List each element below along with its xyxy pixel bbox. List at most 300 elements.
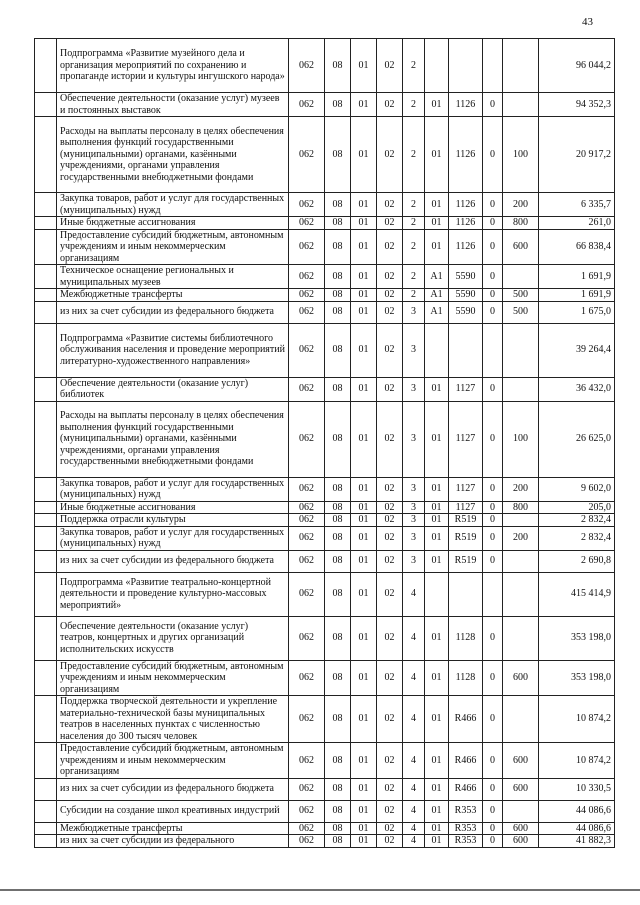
bottom-rule xyxy=(0,889,640,891)
subsection-code-cell: 01 xyxy=(351,800,377,822)
row-marker-cell xyxy=(35,377,57,401)
table-row xyxy=(35,301,615,323)
event-code-cell: 01 xyxy=(425,835,449,848)
table-row xyxy=(35,501,615,514)
ministry-code-cell: 062 xyxy=(289,822,325,835)
amount-cell: 2 832,4 xyxy=(539,514,615,527)
row-name-cell: Поддержка творческой деятельности и укрепление материально-технической базы муниципальных театров в населенных пунктах с численностью населения до 300 тысяч человек xyxy=(57,696,289,743)
row-marker-cell xyxy=(35,822,57,835)
amount-cell: 94 352,3 xyxy=(539,93,615,117)
event-code-cell: A1 xyxy=(425,289,449,302)
row-marker-cell xyxy=(35,117,57,193)
subsection-code-cell: 01 xyxy=(351,193,377,217)
table-row xyxy=(35,743,615,779)
row-name-cell: Техническое оснащение региональных и муниципальных музеев xyxy=(57,265,289,289)
row-marker-cell xyxy=(35,193,57,217)
direction-code-cell: 1126 xyxy=(449,117,483,193)
ministry-code-cell: 062 xyxy=(289,616,325,660)
ministry-code-cell: 062 xyxy=(289,289,325,302)
amount-cell: 205,0 xyxy=(539,501,615,514)
row-marker-cell xyxy=(35,301,57,323)
subprogram-code-cell: 4 xyxy=(403,616,425,660)
subprogram-code-cell: 2 xyxy=(403,265,425,289)
subsection-code-cell: 01 xyxy=(351,514,377,527)
direction-code-cell: 5590 xyxy=(449,289,483,302)
amount-cell: 2 832,4 xyxy=(539,526,615,550)
section-code-cell: 08 xyxy=(325,835,351,848)
expense-type-cell: 100 xyxy=(503,401,539,477)
direction-code-cell: R353 xyxy=(449,800,483,822)
extra-code-cell: 0 xyxy=(483,835,503,848)
row-marker-cell xyxy=(35,616,57,660)
subprogram-code-cell: 4 xyxy=(403,572,425,616)
row-name-cell: Расходы на выплаты персоналу в целях обеспечения выполнения функций государственными (муниципальными) органами, казёнными учреждениями, органами управления государственными внебюджетными фондами xyxy=(57,117,289,193)
extra-code-cell: 0 xyxy=(483,265,503,289)
direction-code-cell: 1127 xyxy=(449,477,483,501)
extra-code-cell: 0 xyxy=(483,117,503,193)
expense-type-cell: 600 xyxy=(503,660,539,696)
expense-type-cell xyxy=(503,323,539,377)
section-code-cell: 08 xyxy=(325,514,351,527)
extra-code-cell xyxy=(483,39,503,93)
table-row xyxy=(35,289,615,302)
table-row xyxy=(35,550,615,572)
row-name-cell: Субсидии на создание школ креативных индустрий xyxy=(57,800,289,822)
direction-code-cell: R466 xyxy=(449,696,483,743)
ministry-code-cell: 062 xyxy=(289,93,325,117)
extra-code-cell: 0 xyxy=(483,193,503,217)
section-code-cell: 08 xyxy=(325,501,351,514)
program-code-cell: 02 xyxy=(377,778,403,800)
table-row xyxy=(35,800,615,822)
section-code-cell: 08 xyxy=(325,117,351,193)
program-code-cell: 02 xyxy=(377,217,403,230)
section-code-cell: 08 xyxy=(325,616,351,660)
row-marker-cell xyxy=(35,401,57,477)
ministry-code-cell: 062 xyxy=(289,323,325,377)
event-code-cell: 01 xyxy=(425,93,449,117)
expense-type-cell: 800 xyxy=(503,217,539,230)
subprogram-code-cell: 3 xyxy=(403,301,425,323)
ministry-code-cell: 062 xyxy=(289,193,325,217)
row-marker-cell xyxy=(35,289,57,302)
expense-type-cell: 600 xyxy=(503,822,539,835)
subsection-code-cell: 01 xyxy=(351,778,377,800)
subsection-code-cell: 01 xyxy=(351,550,377,572)
section-code-cell: 08 xyxy=(325,377,351,401)
extra-code-cell xyxy=(483,572,503,616)
subprogram-code-cell: 2 xyxy=(403,289,425,302)
section-code-cell: 08 xyxy=(325,265,351,289)
subprogram-code-cell: 3 xyxy=(403,377,425,401)
amount-cell: 44 086,6 xyxy=(539,800,615,822)
amount-cell: 10 330,5 xyxy=(539,778,615,800)
ministry-code-cell: 062 xyxy=(289,229,325,265)
extra-code-cell: 0 xyxy=(483,822,503,835)
amount-cell: 10 874,2 xyxy=(539,696,615,743)
amount-cell: 20 917,2 xyxy=(539,117,615,193)
program-code-cell: 02 xyxy=(377,39,403,93)
expense-type-cell: 600 xyxy=(503,743,539,779)
amount-cell: 41 882,3 xyxy=(539,835,615,848)
subprogram-code-cell: 3 xyxy=(403,550,425,572)
row-marker-cell xyxy=(35,778,57,800)
program-code-cell: 02 xyxy=(377,117,403,193)
extra-code-cell: 0 xyxy=(483,526,503,550)
direction-code-cell: 5590 xyxy=(449,265,483,289)
ministry-code-cell: 062 xyxy=(289,743,325,779)
expense-type-cell xyxy=(503,93,539,117)
ministry-code-cell: 062 xyxy=(289,501,325,514)
event-code-cell: A1 xyxy=(425,301,449,323)
subsection-code-cell: 01 xyxy=(351,229,377,265)
direction-code-cell: 1127 xyxy=(449,377,483,401)
table-row xyxy=(35,377,615,401)
extra-code-cell: 0 xyxy=(483,616,503,660)
section-code-cell: 08 xyxy=(325,323,351,377)
amount-cell: 415 414,9 xyxy=(539,572,615,616)
subsection-code-cell: 01 xyxy=(351,696,377,743)
extra-code-cell: 0 xyxy=(483,778,503,800)
subsection-code-cell: 01 xyxy=(351,265,377,289)
ministry-code-cell: 062 xyxy=(289,217,325,230)
subprogram-code-cell: 3 xyxy=(403,477,425,501)
budget-table xyxy=(34,38,615,848)
expense-type-cell xyxy=(503,514,539,527)
expense-type-cell xyxy=(503,550,539,572)
table-row xyxy=(35,193,615,217)
table-row xyxy=(35,572,615,616)
section-code-cell: 08 xyxy=(325,822,351,835)
row-marker-cell xyxy=(35,835,57,848)
subprogram-code-cell: 4 xyxy=(403,660,425,696)
table-row xyxy=(35,616,615,660)
extra-code-cell: 0 xyxy=(483,800,503,822)
program-code-cell: 02 xyxy=(377,696,403,743)
row-marker-cell xyxy=(35,217,57,230)
subsection-code-cell: 01 xyxy=(351,526,377,550)
direction-code-cell: R353 xyxy=(449,835,483,848)
expense-type-cell: 200 xyxy=(503,193,539,217)
expense-type-cell xyxy=(503,800,539,822)
extra-code-cell: 0 xyxy=(483,696,503,743)
amount-cell: 1 675,0 xyxy=(539,301,615,323)
program-code-cell: 02 xyxy=(377,526,403,550)
row-marker-cell xyxy=(35,526,57,550)
ministry-code-cell: 062 xyxy=(289,800,325,822)
section-code-cell: 08 xyxy=(325,193,351,217)
event-code-cell: 01 xyxy=(425,193,449,217)
subsection-code-cell: 01 xyxy=(351,217,377,230)
program-code-cell: 02 xyxy=(377,616,403,660)
subprogram-code-cell: 2 xyxy=(403,217,425,230)
extra-code-cell xyxy=(483,323,503,377)
subsection-code-cell: 01 xyxy=(351,822,377,835)
program-code-cell: 02 xyxy=(377,289,403,302)
subprogram-code-cell: 2 xyxy=(403,93,425,117)
extra-code-cell: 0 xyxy=(483,301,503,323)
extra-code-cell: 0 xyxy=(483,93,503,117)
event-code-cell: 01 xyxy=(425,117,449,193)
expense-type-cell: 100 xyxy=(503,117,539,193)
subsection-code-cell: 01 xyxy=(351,660,377,696)
amount-cell: 10 874,2 xyxy=(539,743,615,779)
ministry-code-cell: 062 xyxy=(289,301,325,323)
row-marker-cell xyxy=(35,800,57,822)
direction-code-cell: R466 xyxy=(449,778,483,800)
program-code-cell: 02 xyxy=(377,822,403,835)
page-number: 43 xyxy=(582,16,593,28)
row-marker-cell xyxy=(35,93,57,117)
expense-type-cell: 500 xyxy=(503,289,539,302)
event-code-cell: 01 xyxy=(425,696,449,743)
ministry-code-cell: 062 xyxy=(289,514,325,527)
expense-type-cell xyxy=(503,265,539,289)
row-marker-cell xyxy=(35,550,57,572)
event-code-cell: 01 xyxy=(425,229,449,265)
program-code-cell: 02 xyxy=(377,229,403,265)
ministry-code-cell: 062 xyxy=(289,377,325,401)
subsection-code-cell: 01 xyxy=(351,323,377,377)
subprogram-code-cell: 4 xyxy=(403,743,425,779)
direction-code-cell: R353 xyxy=(449,822,483,835)
table-row xyxy=(35,323,615,377)
row-marker-cell xyxy=(35,265,57,289)
direction-code-cell: 1127 xyxy=(449,401,483,477)
direction-code-cell: 1128 xyxy=(449,660,483,696)
table-row xyxy=(35,526,615,550)
row-name-cell: из них за счет субсидии из федерального xyxy=(57,835,289,848)
event-code-cell: 01 xyxy=(425,778,449,800)
expense-type-cell xyxy=(503,616,539,660)
subprogram-code-cell: 4 xyxy=(403,822,425,835)
subprogram-code-cell: 2 xyxy=(403,117,425,193)
direction-code-cell: 1126 xyxy=(449,193,483,217)
section-code-cell: 08 xyxy=(325,477,351,501)
expense-type-cell xyxy=(503,696,539,743)
table-row xyxy=(35,477,615,501)
event-code-cell: 01 xyxy=(425,660,449,696)
direction-code-cell: R519 xyxy=(449,526,483,550)
event-code-cell xyxy=(425,39,449,93)
subsection-code-cell: 01 xyxy=(351,117,377,193)
table-row xyxy=(35,265,615,289)
ministry-code-cell: 062 xyxy=(289,835,325,848)
event-code-cell: 01 xyxy=(425,514,449,527)
row-name-cell: Межбюджетные трансферты xyxy=(57,289,289,302)
table-row xyxy=(35,93,615,117)
event-code-cell: 01 xyxy=(425,401,449,477)
section-code-cell: 08 xyxy=(325,217,351,230)
subprogram-code-cell: 3 xyxy=(403,501,425,514)
direction-code-cell xyxy=(449,39,483,93)
row-name-cell: Закупка товаров, работ и услуг для государственных (муниципальных) нужд xyxy=(57,526,289,550)
event-code-cell: 01 xyxy=(425,377,449,401)
table-row xyxy=(35,660,615,696)
subsection-code-cell: 01 xyxy=(351,289,377,302)
direction-code-cell: 1127 xyxy=(449,501,483,514)
event-code-cell xyxy=(425,572,449,616)
extra-code-cell: 0 xyxy=(483,401,503,477)
subsection-code-cell: 01 xyxy=(351,616,377,660)
amount-cell: 66 838,4 xyxy=(539,229,615,265)
extra-code-cell: 0 xyxy=(483,229,503,265)
direction-code-cell: 1126 xyxy=(449,217,483,230)
amount-cell: 96 044,2 xyxy=(539,39,615,93)
section-code-cell: 08 xyxy=(325,660,351,696)
row-marker-cell xyxy=(35,39,57,93)
program-code-cell: 02 xyxy=(377,477,403,501)
row-name-cell: Подпрограмма «Развитие музейного дела и организация мероприятий по сохранению и пропаганде истории и культуры ингушского народа» xyxy=(57,39,289,93)
event-code-cell: 01 xyxy=(425,743,449,779)
direction-code-cell: R466 xyxy=(449,743,483,779)
expense-type-cell xyxy=(503,377,539,401)
program-code-cell: 02 xyxy=(377,323,403,377)
table-row xyxy=(35,778,615,800)
program-code-cell: 02 xyxy=(377,193,403,217)
row-name-cell: Подпрограмма «Развитие системы библиотечного обслуживания населения и проведение мероприятий литературно-художественного направления» xyxy=(57,323,289,377)
subsection-code-cell: 01 xyxy=(351,401,377,477)
program-code-cell: 02 xyxy=(377,743,403,779)
program-code-cell: 02 xyxy=(377,501,403,514)
subsection-code-cell: 01 xyxy=(351,477,377,501)
subprogram-code-cell: 2 xyxy=(403,39,425,93)
subsection-code-cell: 01 xyxy=(351,301,377,323)
ministry-code-cell: 062 xyxy=(289,572,325,616)
event-code-cell: 01 xyxy=(425,501,449,514)
subprogram-code-cell: 2 xyxy=(403,193,425,217)
table-body xyxy=(35,39,615,848)
amount-cell: 1 691,9 xyxy=(539,289,615,302)
table-row xyxy=(35,229,615,265)
row-name-cell: Подпрограмма «Развитие театрально-концертной деятельности и проведение культурно-массовых мероприятий» xyxy=(57,572,289,616)
row-marker-cell xyxy=(35,501,57,514)
subsection-code-cell: 01 xyxy=(351,835,377,848)
amount-cell: 36 432,0 xyxy=(539,377,615,401)
event-code-cell xyxy=(425,323,449,377)
section-code-cell: 08 xyxy=(325,572,351,616)
section-code-cell: 08 xyxy=(325,778,351,800)
extra-code-cell: 0 xyxy=(483,217,503,230)
ministry-code-cell: 062 xyxy=(289,696,325,743)
program-code-cell: 02 xyxy=(377,514,403,527)
program-code-cell: 02 xyxy=(377,93,403,117)
row-marker-cell xyxy=(35,696,57,743)
event-code-cell: A1 xyxy=(425,265,449,289)
row-marker-cell xyxy=(35,660,57,696)
row-name-cell: Межбюджетные трансферты xyxy=(57,822,289,835)
amount-cell: 2 690,8 xyxy=(539,550,615,572)
table-row xyxy=(35,696,615,743)
subprogram-code-cell: 3 xyxy=(403,514,425,527)
event-code-cell: 01 xyxy=(425,217,449,230)
subsection-code-cell: 01 xyxy=(351,93,377,117)
subsection-code-cell: 01 xyxy=(351,743,377,779)
ministry-code-cell: 062 xyxy=(289,117,325,193)
event-code-cell: 01 xyxy=(425,822,449,835)
extra-code-cell: 0 xyxy=(483,377,503,401)
program-code-cell: 02 xyxy=(377,572,403,616)
event-code-cell: 01 xyxy=(425,550,449,572)
row-name-cell: из них за счет субсидии из федерального бюджета xyxy=(57,778,289,800)
subsection-code-cell: 01 xyxy=(351,377,377,401)
row-name-cell: Обеспечение деятельности (оказание услуг) библиотек xyxy=(57,377,289,401)
expense-type-cell xyxy=(503,572,539,616)
program-code-cell: 02 xyxy=(377,660,403,696)
row-name-cell: Иные бюджетные ассигнования xyxy=(57,217,289,230)
expense-type-cell: 600 xyxy=(503,229,539,265)
program-code-cell: 02 xyxy=(377,550,403,572)
row-marker-cell xyxy=(35,477,57,501)
ministry-code-cell: 062 xyxy=(289,401,325,477)
program-code-cell: 02 xyxy=(377,301,403,323)
event-code-cell: 01 xyxy=(425,800,449,822)
expense-type-cell: 200 xyxy=(503,477,539,501)
section-code-cell: 08 xyxy=(325,800,351,822)
table-row xyxy=(35,217,615,230)
row-marker-cell xyxy=(35,229,57,265)
table-row xyxy=(35,39,615,93)
expense-type-cell: 600 xyxy=(503,778,539,800)
amount-cell: 1 691,9 xyxy=(539,265,615,289)
program-code-cell: 02 xyxy=(377,401,403,477)
program-code-cell: 02 xyxy=(377,265,403,289)
ministry-code-cell: 062 xyxy=(289,39,325,93)
row-name-cell: Закупка товаров, работ и услуг для государственных (муниципальных) нужд xyxy=(57,193,289,217)
subsection-code-cell: 01 xyxy=(351,39,377,93)
extra-code-cell: 0 xyxy=(483,501,503,514)
section-code-cell: 08 xyxy=(325,526,351,550)
event-code-cell: 01 xyxy=(425,477,449,501)
expense-type-cell xyxy=(503,39,539,93)
amount-cell: 6 335,7 xyxy=(539,193,615,217)
subprogram-code-cell: 3 xyxy=(403,401,425,477)
row-name-cell: Предоставление субсидий бюджетным, автономным учреждениям и иным некоммерческим организациям xyxy=(57,229,289,265)
table-row xyxy=(35,514,615,527)
section-code-cell: 08 xyxy=(325,696,351,743)
direction-code-cell: R519 xyxy=(449,550,483,572)
direction-code-cell xyxy=(449,323,483,377)
row-name-cell: Предоставление субсидий бюджетным, автономным учреждениям и иным некоммерческим организациям xyxy=(57,743,289,779)
subprogram-code-cell: 4 xyxy=(403,778,425,800)
section-code-cell: 08 xyxy=(325,401,351,477)
amount-cell: 353 198,0 xyxy=(539,616,615,660)
amount-cell: 353 198,0 xyxy=(539,660,615,696)
expense-type-cell: 800 xyxy=(503,501,539,514)
direction-code-cell: 1126 xyxy=(449,93,483,117)
program-code-cell: 02 xyxy=(377,377,403,401)
amount-cell: 39 264,4 xyxy=(539,323,615,377)
row-name-cell: Обеспечение деятельности (оказание услуг) театров, концертных и других организаций исполнительских искусств xyxy=(57,616,289,660)
amount-cell: 44 086,6 xyxy=(539,822,615,835)
subprogram-code-cell: 4 xyxy=(403,696,425,743)
amount-cell: 26 625,0 xyxy=(539,401,615,477)
row-name-cell: из них за счет субсидии из федерального бюджета xyxy=(57,301,289,323)
subprogram-code-cell: 4 xyxy=(403,835,425,848)
ministry-code-cell: 062 xyxy=(289,526,325,550)
direction-code-cell: R519 xyxy=(449,514,483,527)
ministry-code-cell: 062 xyxy=(289,550,325,572)
section-code-cell: 08 xyxy=(325,743,351,779)
row-marker-cell xyxy=(35,572,57,616)
subprogram-code-cell: 2 xyxy=(403,229,425,265)
expense-type-cell: 600 xyxy=(503,835,539,848)
subsection-code-cell: 01 xyxy=(351,572,377,616)
event-code-cell: 01 xyxy=(425,616,449,660)
row-marker-cell xyxy=(35,743,57,779)
direction-code-cell: 1126 xyxy=(449,229,483,265)
event-code-cell: 01 xyxy=(425,526,449,550)
